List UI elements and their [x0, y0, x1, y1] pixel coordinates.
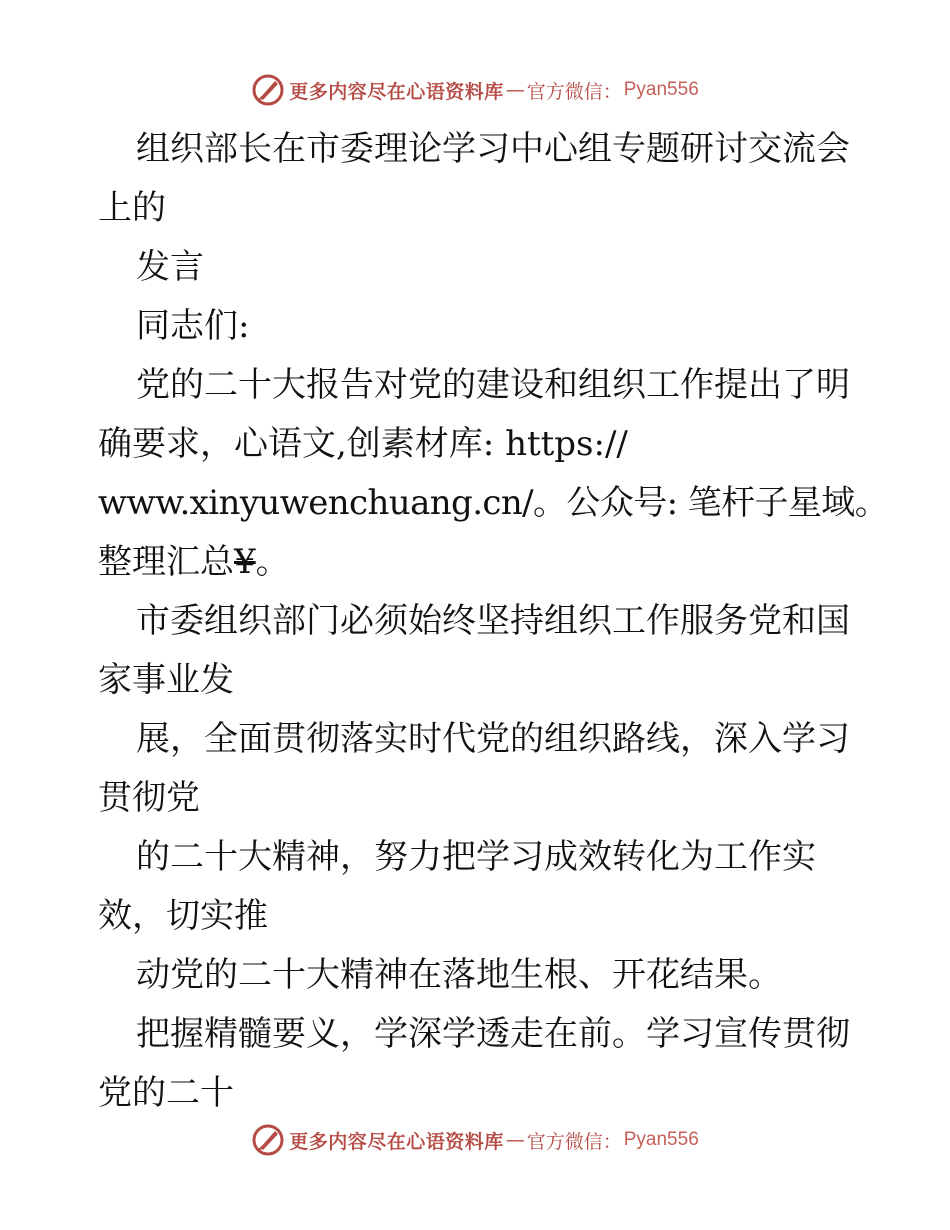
- paragraph-line: 贯彻党: [98, 778, 200, 818]
- paragraph-line: 的二十大精神，努力把学习成效转化为工作实: [136, 837, 816, 877]
- paragraph-line: 市委组织部门必须始终坚持组织工作服务党和国: [136, 601, 850, 641]
- header-brand-text: 更多内容尽在心语资料库: [289, 80, 504, 103]
- summary-text: 整理汇总: [98, 542, 234, 582]
- paragraph-line: [98, 533, 858, 592]
- header-separator: —: [505, 79, 525, 101]
- footer-separator: —: [505, 1129, 525, 1151]
- title-line-2: 上的: [98, 188, 166, 228]
- quill-logo-icon: [251, 73, 285, 107]
- header-banner: [0, 70, 950, 110]
- yen-symbol: ¥: [234, 542, 256, 582]
- paragraph-line: 家事业发: [98, 660, 234, 700]
- header-wechat-id: Pyan556: [623, 79, 699, 100]
- paragraph-line: 党的二十大报告对党的建设和组织工作提出了明: [136, 365, 850, 405]
- paragraph-line: 效，切实推: [98, 896, 268, 936]
- title-line-3: 发言: [136, 247, 204, 287]
- title-line-1: 组织部长在市委理论学习中心组专题研讨交流会: [136, 129, 850, 169]
- header-wechat-label: 官方微信：: [526, 80, 622, 103]
- paragraph-line: 动党的二十大精神在落地生根、开花结果。: [136, 955, 782, 995]
- footer-wechat-id: Pyan556: [623, 1129, 699, 1150]
- footer-banner: [0, 1120, 950, 1160]
- paragraph-line: 党的二十: [98, 1073, 234, 1113]
- paragraph-line: www.xinyuwenchuang.cn/。公众号: 笔杆子星域。: [98, 483, 889, 523]
- footer-brand-text: 更多内容尽在心语资料库: [289, 1130, 504, 1153]
- document-body: [98, 120, 889, 1123]
- paragraph-line: 把握精髓要义，学深学透走在前。学习宣传贯彻: [136, 1014, 850, 1054]
- footer-wechat-label: 官方微信：: [526, 1130, 622, 1153]
- paragraph-line: 展，全面贯彻落实时代党的组织路线，深入学习: [136, 719, 850, 759]
- paragraph-line: 确要求，心语文,创素材库: https://: [98, 424, 628, 464]
- salutation: 同志们:: [136, 306, 250, 346]
- period: 。: [255, 542, 290, 582]
- quill-logo-icon: [251, 1123, 285, 1157]
